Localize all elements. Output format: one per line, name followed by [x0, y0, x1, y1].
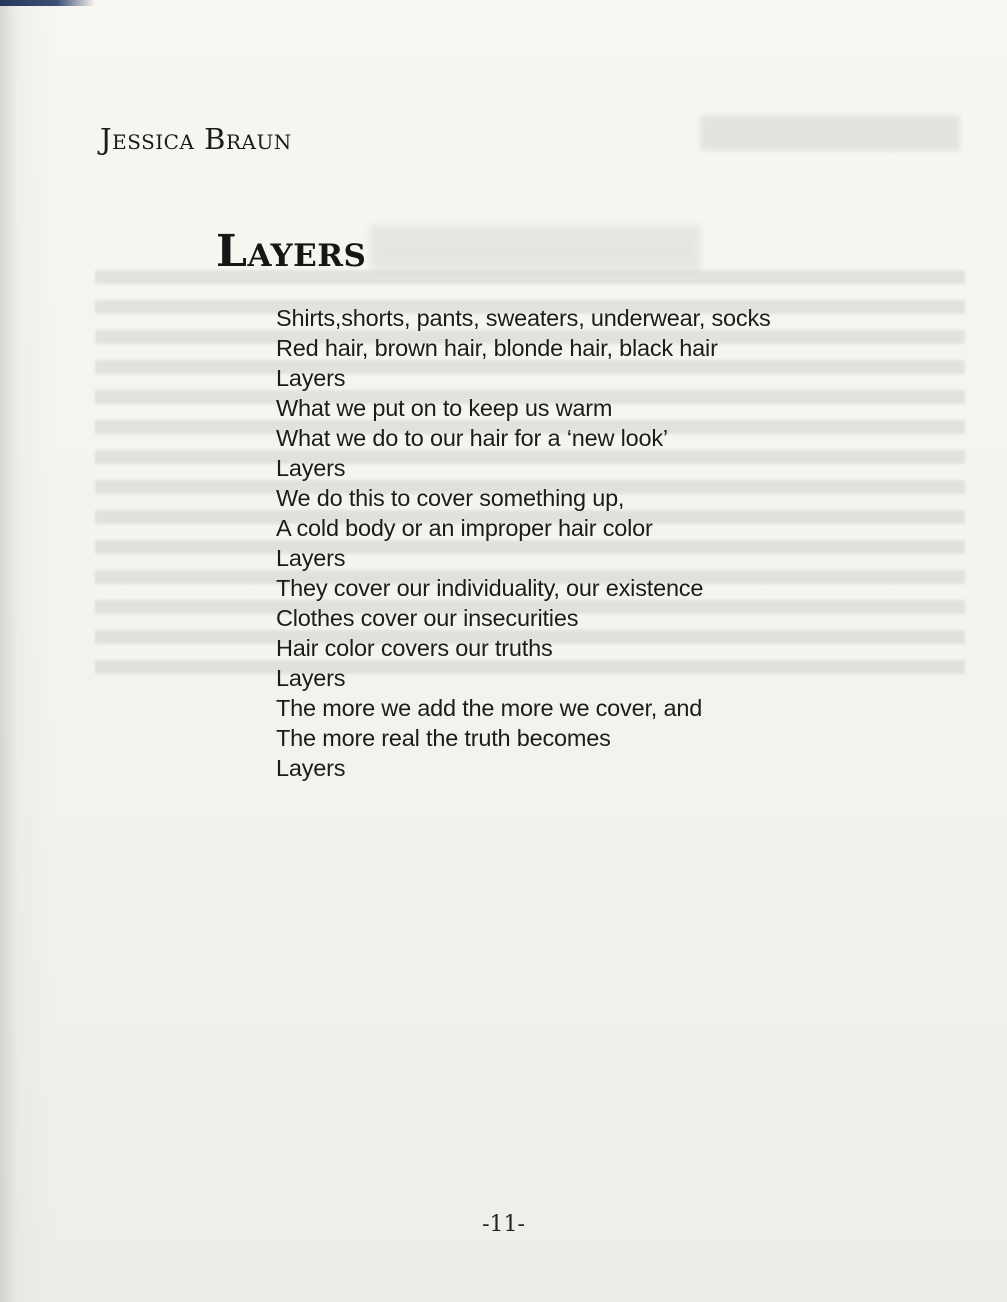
poem-line: Shirts,shorts, pants, sweaters, underwear, socks — [276, 305, 771, 331]
poem-line: What we do to our hair for a ‘new look’ — [276, 425, 668, 451]
page-number: -11- — [482, 1212, 525, 1237]
poem-body — [276, 303, 771, 783]
poem-line: A cold body or an improper hair color — [276, 515, 653, 541]
poem-line: Layers — [276, 755, 346, 781]
author-name: Jessica Braun — [100, 122, 292, 156]
poem-line: Layers — [276, 365, 346, 391]
corner-ink-mark — [0, 0, 95, 6]
poem-line: Hair color covers our truths — [276, 635, 553, 661]
poem-title: Layers — [216, 226, 367, 277]
show-through-smudge — [370, 225, 700, 270]
poem-line: Layers — [276, 455, 346, 481]
poem-line: What we put on to keep us warm — [276, 395, 613, 421]
poem-line: Layers — [276, 665, 346, 691]
poem-line: Clothes cover our insecurities — [276, 605, 579, 631]
poem-line: They cover our individuality, our existence — [276, 575, 704, 601]
show-through-smudge — [700, 115, 960, 151]
poem-line: The more real the truth becomes — [276, 725, 611, 751]
poem-line: The more we add the more we cover, and — [276, 695, 703, 721]
poem-line: Layers — [276, 545, 346, 571]
poem-line: We do this to cover something up, — [276, 485, 625, 511]
poem-line: Red hair, brown hair, blonde hair, black hair — [276, 335, 718, 361]
